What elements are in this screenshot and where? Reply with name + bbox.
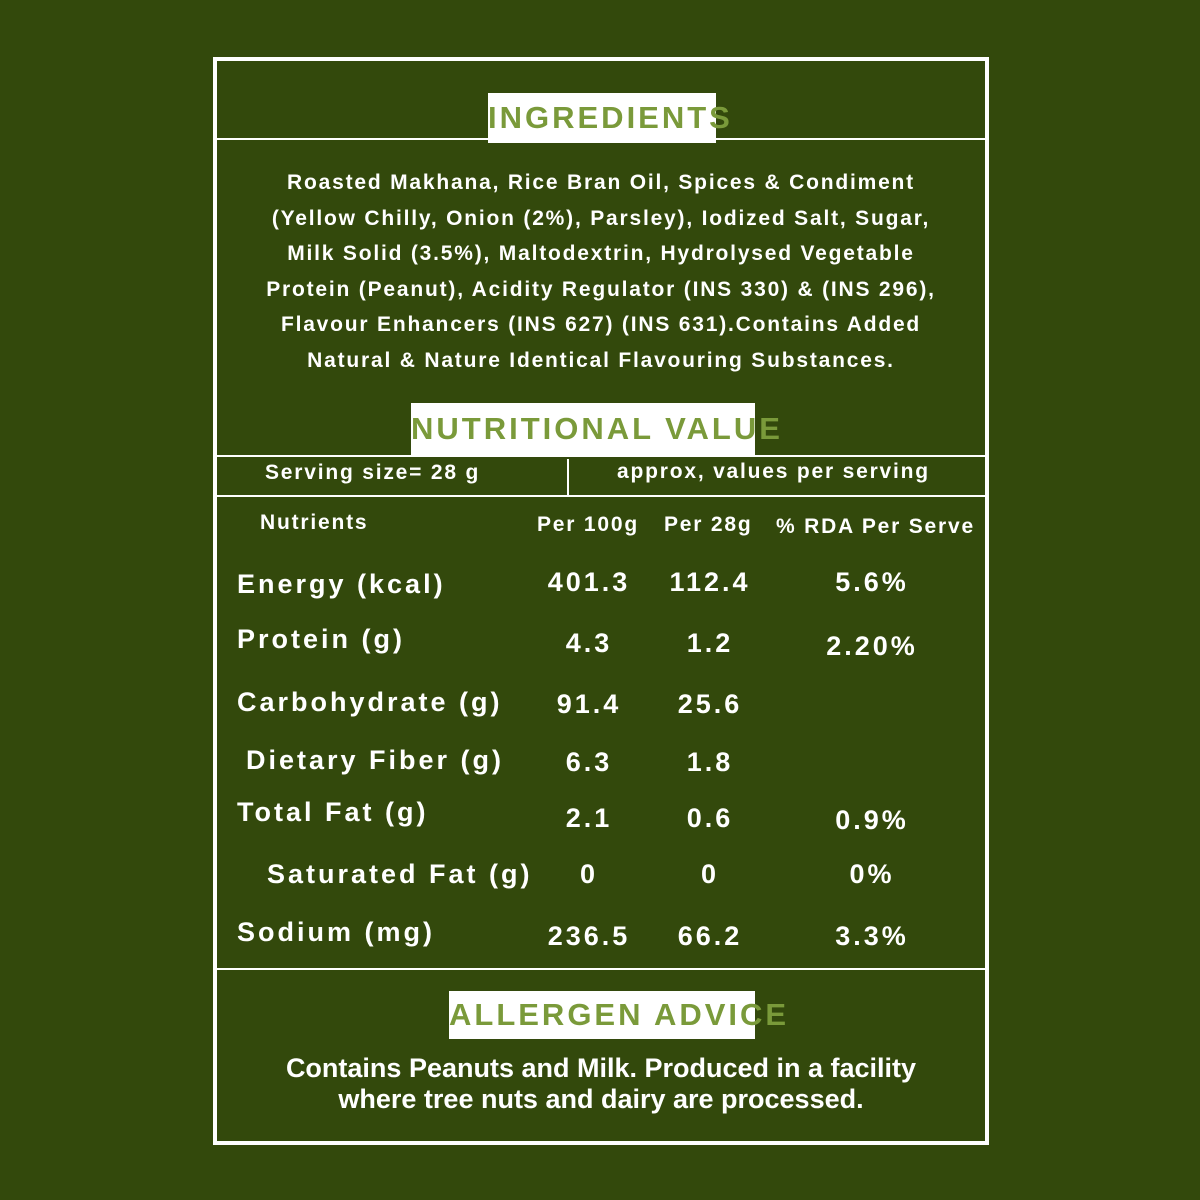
value-per28: 112.4	[669, 567, 751, 597]
value-per100: 91.4	[556, 689, 622, 719]
ingredients-line: (Yellow Chilly, Onion (2%), Parsley), Iodized Salt, Sugar,	[271, 206, 931, 230]
header-nutrients: Nutrients	[260, 511, 369, 534]
nutrient-name: Energy (kcal)	[237, 569, 446, 599]
value-per28: 0	[700, 859, 720, 889]
ingredients-line: Milk Solid (3.5%), Maltodextrin, Hydrolysed Vegetable	[287, 242, 915, 265]
header-per100: Per 100g	[537, 513, 639, 536]
value-rda: 5.6%	[835, 567, 909, 597]
serving-note: approx, values per serving	[617, 460, 930, 483]
nutrient-name: Total Fat (g)	[237, 797, 429, 827]
ingredients-list	[217, 165, 985, 378]
allergen-title: ALLERGEN ADVICE	[449, 991, 755, 1039]
value-rda: 0%	[849, 859, 895, 889]
nutrition-title-line	[217, 455, 985, 457]
header-per28: Per 28g	[664, 513, 753, 536]
value-rda: 3.3%	[835, 921, 909, 951]
serving-bottom-line	[217, 495, 985, 497]
header-rda: % RDA Per Serve	[776, 515, 975, 538]
serving-divider	[567, 459, 569, 495]
value-per100: 401.3	[547, 567, 631, 597]
allergen-line: where tree nuts and dairy are processed.	[338, 1084, 864, 1114]
value-per28: 66.2	[677, 921, 743, 951]
ingredients-line: Protein (Peanut), Acidity Regulator (INS 330) & (INS 296),	[266, 277, 936, 301]
allergen-top-line	[217, 968, 985, 970]
ingredients-line: Roasted Makhana, Rice Bran Oil, Spices & Condiment	[287, 171, 915, 194]
value-per100: 0	[579, 859, 599, 889]
value-rda: 2.20%	[826, 631, 918, 661]
ingredients-title: INGREDIENTS	[488, 93, 716, 143]
value-per28: 1.2	[686, 628, 734, 658]
value-per100: 4.3	[565, 628, 613, 658]
value-per28: 0.6	[686, 803, 734, 833]
value-per28: 1.8	[686, 747, 734, 777]
serving-size: Serving size= 28 g	[265, 461, 481, 484]
ingredients-line: Flavour Enhancers (INS 627) (INS 631).Contains Added	[280, 313, 922, 336]
nutrition-title: NUTRITIONAL VALUE	[411, 403, 755, 455]
value-per100: 236.5	[547, 921, 631, 951]
nutrient-name: Sodium (mg)	[237, 917, 435, 947]
nutrient-name: Protein (g)	[237, 624, 405, 654]
value-per28: 25.6	[677, 689, 743, 719]
nutrient-name: Saturated Fat (g)	[267, 859, 533, 889]
value-per100: 6.3	[565, 747, 613, 777]
nutrient-name: Carbohydrate (g)	[237, 687, 503, 717]
ingredients-line: Natural & Nature Identical Flavouring Substances.	[307, 348, 895, 372]
allergen-line: Contains Peanuts and Milk. Produced in a facility	[285, 1053, 917, 1083]
nutrient-name: Dietary Fiber (g)	[246, 745, 505, 775]
nutrition-label-frame	[213, 57, 989, 1145]
value-rda: 0.9%	[835, 805, 909, 835]
value-per100: 2.1	[565, 803, 613, 833]
allergen-advice	[217, 1053, 985, 1115]
